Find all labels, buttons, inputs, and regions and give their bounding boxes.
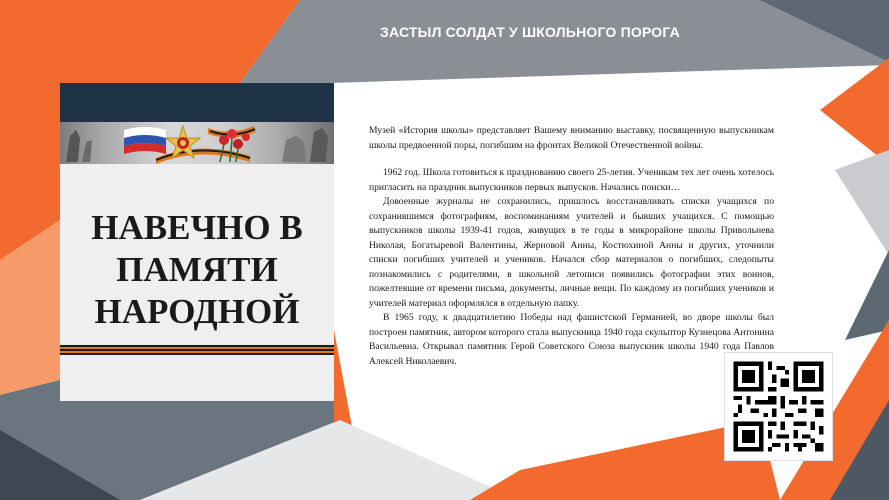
poster-title-line: НАРОДНОЙ xyxy=(94,292,300,331)
poster xyxy=(60,83,334,401)
poster-title xyxy=(60,207,334,333)
qr-code[interactable] xyxy=(724,352,833,461)
article-paragraph: 1962 год. Школа готовиться к празднованию своего 25-летия. Ученикам тех лет очень хотелось пригласить на праздник выпускников первых выпусков. Начались поиски… xyxy=(369,167,774,193)
poster-title-line: ПАМЯТИ xyxy=(116,250,278,289)
qr-code-icon xyxy=(725,353,832,460)
article-paragraph: Довоенные журналы не сохранились, пришлось восстанавливать списки учащихся по сохранившимся фотографиям, воспоминаниям учителей и бывших учащихся. С помощью выпускников школы 1939-41 годов, живущих в те годы в микрорайоне школы Привольнева Николая, Богатыревой Валентины, Жерновой Анны, Костюхиной Анны и других, уточнили списки погибших учителей и учеников. Начался сбор материалов о погибших, следопыты познакомились с родителями, в школьной летописи появились фотографии этих воинов, пожелтевшие от времени письма, документы, личные вещи. По каждому из погибших учеников и учителей материал оформлялся в отдельную папку. xyxy=(369,196,774,309)
monument-right-icon xyxy=(282,128,328,162)
article-text xyxy=(369,124,774,369)
poster-photo-band xyxy=(60,122,334,164)
slide-title: ЗАСТЫЛ СОЛДАТ У ШКОЛЬНОГО ПОРОГА xyxy=(380,24,680,40)
russian-flag-icon xyxy=(124,127,166,154)
poster-title-line: НАВЕЧНО В xyxy=(91,208,303,247)
st-george-ribbon-stripe xyxy=(60,345,334,355)
article-paragraph: Музей «История школы» представляет Вашему вниманию выставку, посвященную выпускникам школы предвоенной поры, погибшим на фронтах Великой Отечественной войны. xyxy=(369,125,774,151)
monument-left-icon xyxy=(66,130,92,162)
article-paragraph: В 1965 году, к двадцатилетию Победы над фашистской Германией, во дворе школы был построен памятник, автором которого стала выпускница 1940 года скульптор Кузнецова Антонина Васильевна. Открывал памятник Герой Советского Союза выпускник школы 1940 года Павлов Алексей Николаевич. xyxy=(369,312,774,367)
